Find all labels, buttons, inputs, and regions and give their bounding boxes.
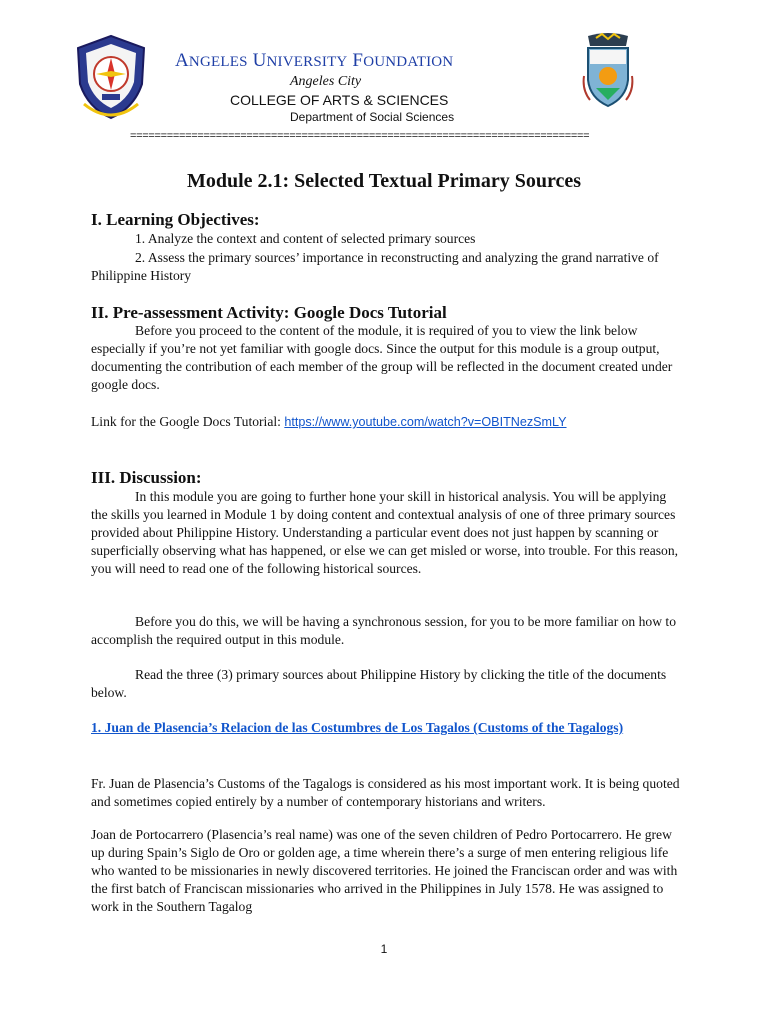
module-title: Module 2.1: Selected Textual Primary Sources xyxy=(186,170,582,192)
tutorial-link-label: Link for the Google Docs Tutorial: xyxy=(91,414,285,429)
tutorial-link[interactable]: https://www.youtube.com/watch?v=OBITNezSmLY xyxy=(284,415,567,429)
discussion-paragraph-1-text: In this module you are going to further hone your skill in historical analysis. You will be applying the skills you learned in Module 1 by doing content and contextual analysis of one of three primary sources provided about Philippine History. Understanding a particular event does not just happen by scanning or superficially observing what has happened, or else we can get misled or worse, into trouble. For this reason, you will need to read one of the following historical sources. xyxy=(91,489,679,576)
city-name: Angeles City xyxy=(290,74,362,89)
objective-1: 1. Analyze the context and content of selected primary sources xyxy=(135,231,476,246)
univ-rest-1: NGELES xyxy=(188,54,248,70)
university-name xyxy=(175,50,515,72)
univ-initial-3: F xyxy=(352,50,364,71)
univ-rest-2: NIVERSITY xyxy=(266,54,348,70)
discussion-paragraph-4: Fr. Juan de Plasencia’s Customs of the Tagalogs is considered as his most important work. It is being quoted and sometimes copied entirely by a number of contemporary historians and writers. xyxy=(91,776,680,809)
discussion-paragraph-1 xyxy=(91,488,681,578)
discussion-heading: III. Discussion: xyxy=(91,468,202,487)
learning-objectives-heading: I. Learning Objectives: xyxy=(91,210,260,229)
pre-assessment-heading: II. Pre-assessment Activity: Google Docs Tutorial xyxy=(91,303,447,322)
discussion-paragraph-2 xyxy=(91,613,681,649)
discussion-paragraph-3 xyxy=(91,666,681,702)
univ-rest-3: OUNDATION xyxy=(363,54,454,70)
college-crest-icon xyxy=(582,32,634,108)
discussion-paragraph-3-text: Read the three (3) primary sources about Philippine History by clicking the title of the documents below. xyxy=(91,667,667,700)
objective-2-text: 2. Assess the primary sources’ importance in reconstructing and analyzing the grand narrative of Philippine History xyxy=(91,250,659,283)
pre-assessment-text: Before you proceed to the content of the module, it is required of you to view the link below especially if you’re not yet familiar with google docs. Since the output for this module is a group output, documenting the contribution of each member of the group will be reflected in the document created under google docs. xyxy=(91,323,673,392)
univ-initial-1: A xyxy=(175,50,189,71)
department-name: Department of Social Sciences xyxy=(290,110,455,124)
source-1-link[interactable]: 1. Juan de Plasencia’s Relacion de las Costumbres de Los Tagalos (Customs of the Tagalogs) xyxy=(91,720,624,735)
college-name: COLLEGE OF ARTS & SCIENCES xyxy=(230,92,449,108)
header-divider: =========================================================================== xyxy=(130,130,590,142)
pre-assessment-paragraph xyxy=(91,322,681,394)
page-number: 1 xyxy=(380,942,388,956)
discussion-paragraph-5: Joan de Portocarrero (Plasencia’s real name) was one of the seven children of Pedro Portocarrero. He grew up during Spain’s Siglo de Oro or golden age, a time wherein there’s a surge of men entering religious life who wanted to be missionaries in newly discovered territories. He joined the Franciscan order and was with the first batch of Franciscan missionaries who arrived in the Philippines in July 1578. He was assigned to work in the Southern Tagalog xyxy=(91,827,678,914)
university-seal-icon xyxy=(74,34,148,120)
tutorial-link-line xyxy=(91,413,681,432)
objective-2 xyxy=(91,249,681,285)
univ-initial-2: U xyxy=(252,50,267,71)
discussion-paragraph-2-text: Before you do this, we will be having a synchronous session, for you to be more familiar on how to accomplish the required output in this module. xyxy=(91,614,677,647)
